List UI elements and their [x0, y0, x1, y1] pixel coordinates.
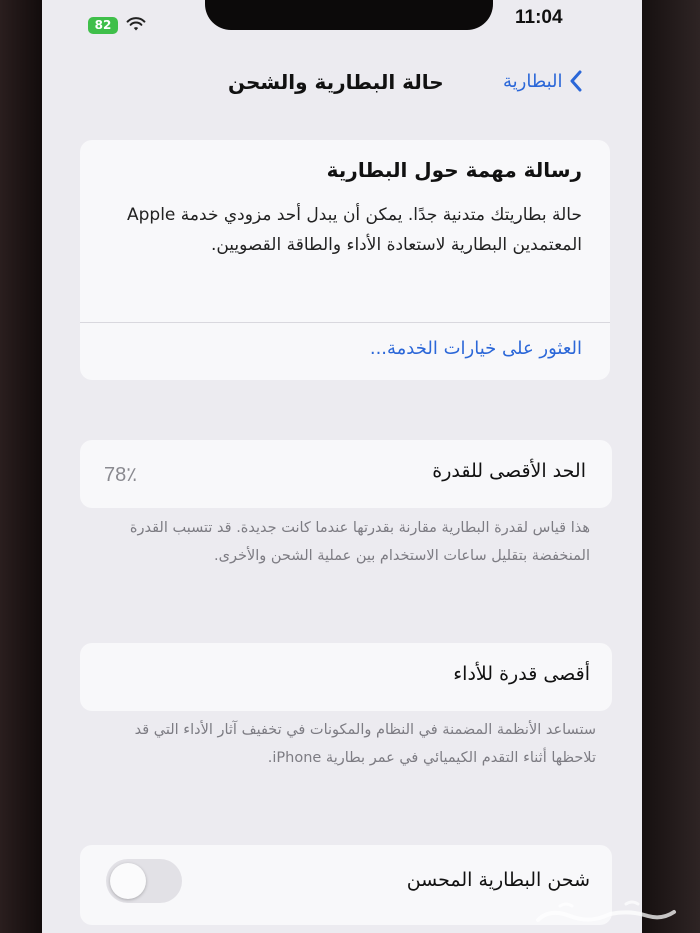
optimized-charging-label: شحن البطارية المحسن: [406, 869, 590, 891]
haraj-watermark-logo: [530, 898, 680, 928]
back-button[interactable]: [503, 66, 583, 96]
maximum-capacity-footnote: هذا قياس لقدرة البطارية مقارنة بقدرتها عندما كانت جديدة. قد تتسبب القدرة المنخفضة بتقليل ساعات الاستخدام بين عملية الشحن والأخرى.: [129, 520, 590, 564]
peak-performance-row: [80, 643, 612, 711]
back-button-label: البطارية: [503, 70, 563, 92]
important-message-title: رسالة مهمة حول البطارية: [326, 158, 582, 182]
important-message-body: حالة بطاريتك متدنية جدًا. يمكن أن يبدل أحد مزودي خدمة Apple المعتمدين البطارية لاستعادة الأداء والطاقة القصويين.: [127, 205, 582, 255]
battery-indicator: 82: [88, 17, 118, 34]
peak-performance-footnote: ستساعد الأنظمة المضمنة في النظام والمكونات في تخفيف آثار الأداء التي قد تلاحظها أثناء التقدم الكيميائي في عمر بطارية iPhone.: [134, 722, 596, 766]
device-notch: [205, 0, 493, 30]
status-clock: 11:04: [515, 7, 563, 28]
page-title: حالة البطارية والشحن: [228, 70, 444, 94]
maximum-capacity-row: [80, 440, 612, 508]
maximum-capacity-value: 78٪: [104, 464, 137, 486]
device-bezel-right: [642, 0, 700, 933]
divider: [80, 322, 610, 323]
maximum-capacity-label: الحد الأقصى للقدرة: [432, 460, 586, 482]
important-battery-message-card: [80, 140, 610, 380]
chevron-left-icon: [569, 70, 583, 92]
find-service-options-link[interactable]: العثور على خيارات الخدمة...: [369, 338, 582, 359]
toggle-knob: [110, 863, 146, 899]
wifi-icon: [126, 16, 146, 32]
device-bezel-left: [0, 0, 42, 933]
optimized-charging-toggle[interactable]: [106, 859, 182, 903]
peak-performance-label: أقصى قدرة للأداء: [453, 663, 590, 685]
